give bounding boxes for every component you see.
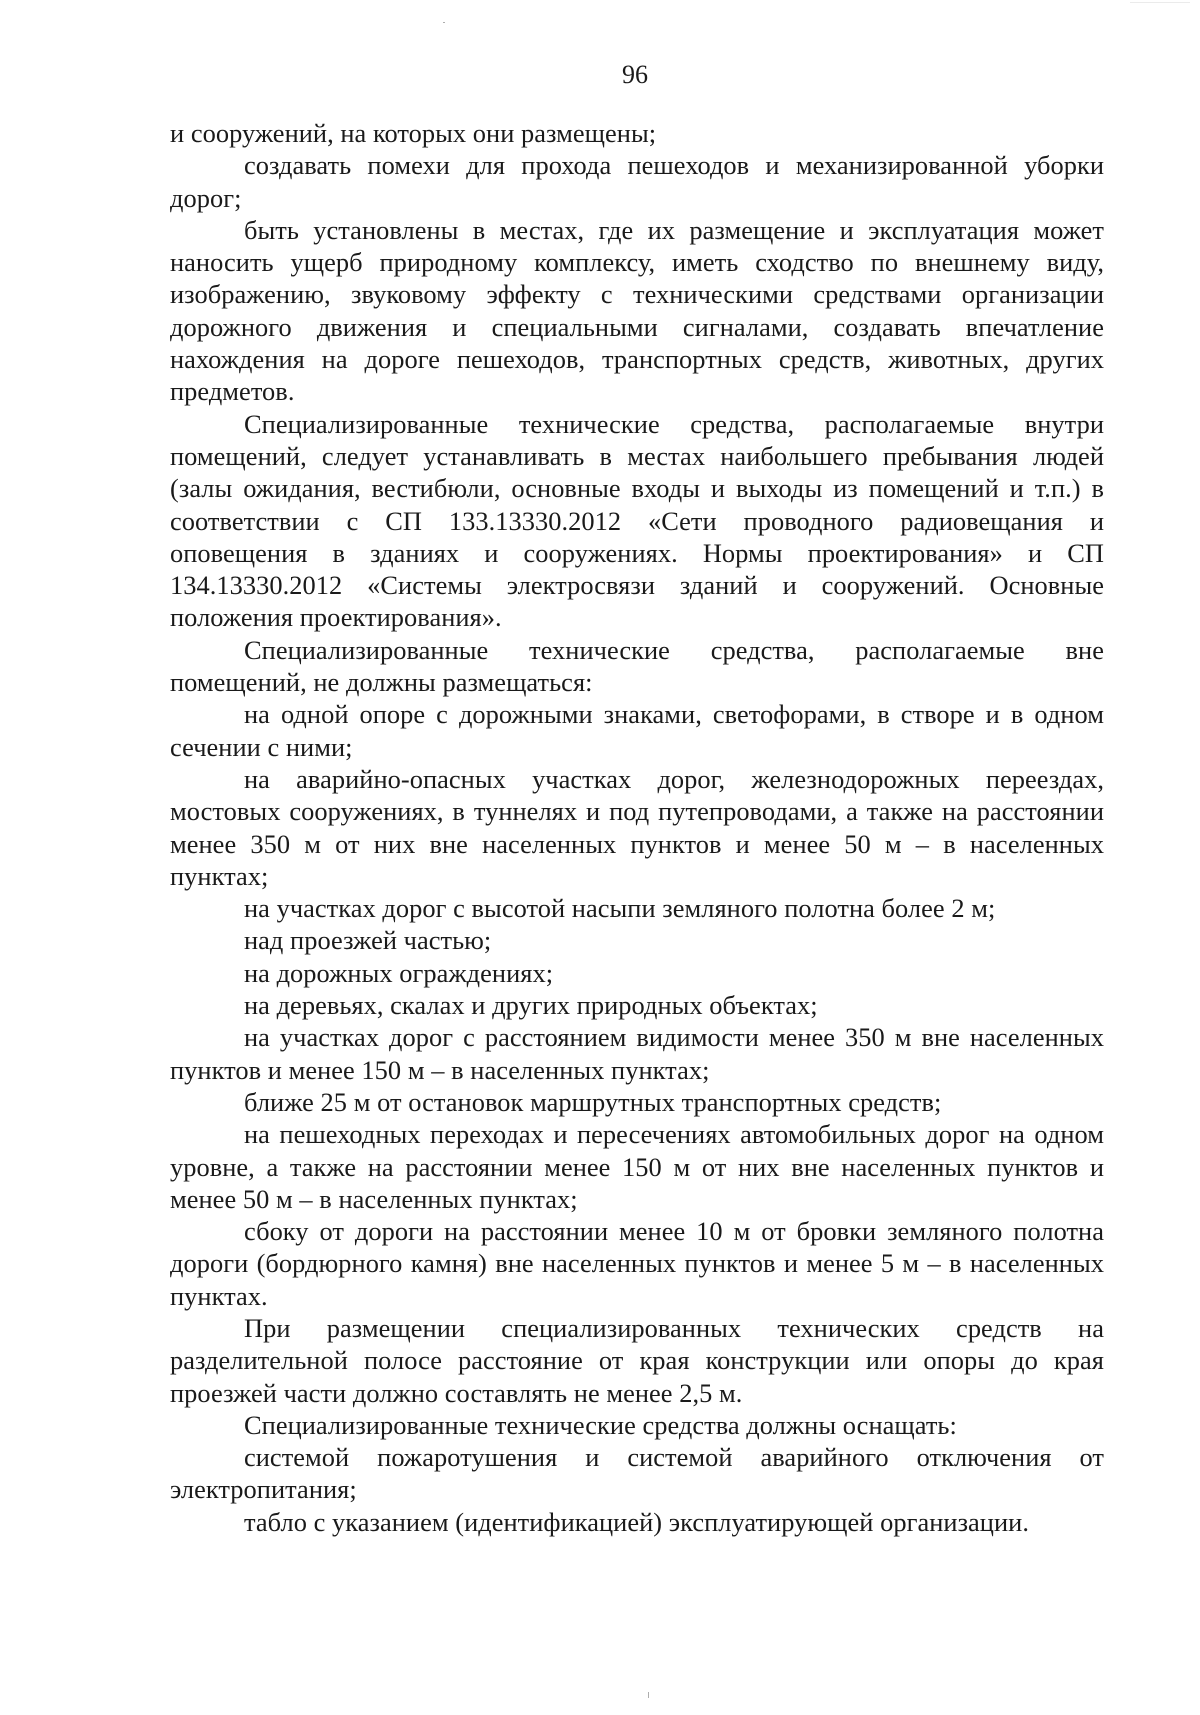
- paragraph: При размещении специализированных технических средств на разделительной полосе расстояние от края конструкции или опоры до края проезжей части должно составлять не менее 2,5 м.: [170, 1312, 1104, 1408]
- paragraph: табло с указанием (идентификацией) эксплуатирующей организации.: [244, 1506, 1029, 1537]
- paragraph: на деревьях, скалах и других природных объектах;: [244, 990, 818, 1021]
- paragraph: быть установлены в местах, где их размещение и эксплуатация может наносить ущерб природному комплексу, иметь сходство по внешнему виду, изображению, звуковому эффекту с техническими средствами организации дорожного движения и специальными сигналами, создавать впечатление нахождения на дороге пешеходов, транспортных средств, животных, других предметов.: [170, 214, 1104, 407]
- paragraph: над проезжей частью;: [244, 925, 492, 956]
- paragraph: Специализированные технические средства должны оснащать:: [244, 1409, 957, 1440]
- paragraph: на дорожных ограждениях;: [244, 957, 554, 988]
- paragraph: на участках дорог с расстоянием видимости менее 350 м вне населенных пунктов и менее 150 м – в населенных пунктах;: [170, 1022, 1104, 1085]
- paragraph: на одной опоре с дорожными знаками, светофорами, в створе и в одном сечении с ними;: [170, 699, 1104, 762]
- scan-artifact: [648, 1692, 649, 1698]
- document-body: [170, 117, 1104, 1538]
- scan-artifact: [1130, 2, 1190, 3]
- paragraph: Специализированные технические средства, располагаемые внутри помещений, следует устанавливать в местах наибольшего пребывания людей (залы ожидания, вестибюли, основные входы и выходы из помещений и т.п.) в соответствии с СП 133.13330.2012 «Сети проводного радиовещания и оповещения в зданиях и сооружениях. Нормы проектирования» и СП 134.13330.2012 «Системы электросвязи зданий и сооружений. Основные положения проектирования».: [170, 408, 1104, 633]
- paragraph: сбоку от дороги на расстоянии менее 10 м от бровки земляного полотна дороги (бордюрного камня) вне населенных пунктов и менее 5 м – в населенных пунктах.: [170, 1216, 1104, 1311]
- paragraph: на пешеходных переходах и пересечениях автомобильных дорог на одном уровне, а также на расстоянии менее 150 м от них вне населенных пунктов и менее 50 м – в населенных пунктах;: [170, 1119, 1104, 1214]
- paragraph: на участках дорог с высотой насыпи земляного полотна более 2 м;: [244, 893, 996, 924]
- page-number: 96: [622, 60, 648, 89]
- paragraph: и сооружений, на которых они размещены;: [170, 118, 657, 148]
- paragraph: системой пожаротушения и системой аварийного отключения от электропитания;: [170, 1442, 1104, 1505]
- paragraph: создавать помехи для прохода пешеходов и механизированной уборки дорог;: [170, 150, 1104, 213]
- paragraph: ближе 25 м от остановок маршрутных транспортных средств;: [244, 1086, 942, 1117]
- scan-artifact: [443, 22, 445, 23]
- paragraph: на аварийно-опасных участках дорог, железнодорожных переездах, мостовых сооружениях, в туннелях и под путепроводами, а также на расстоянии менее 350 м от них вне населенных пунктов и менее 50 м – в населенных пунктах;: [170, 763, 1104, 891]
- paragraph: Специализированные технические средства, располагаемые вне помещений, не должны размещаться:: [170, 634, 1104, 698]
